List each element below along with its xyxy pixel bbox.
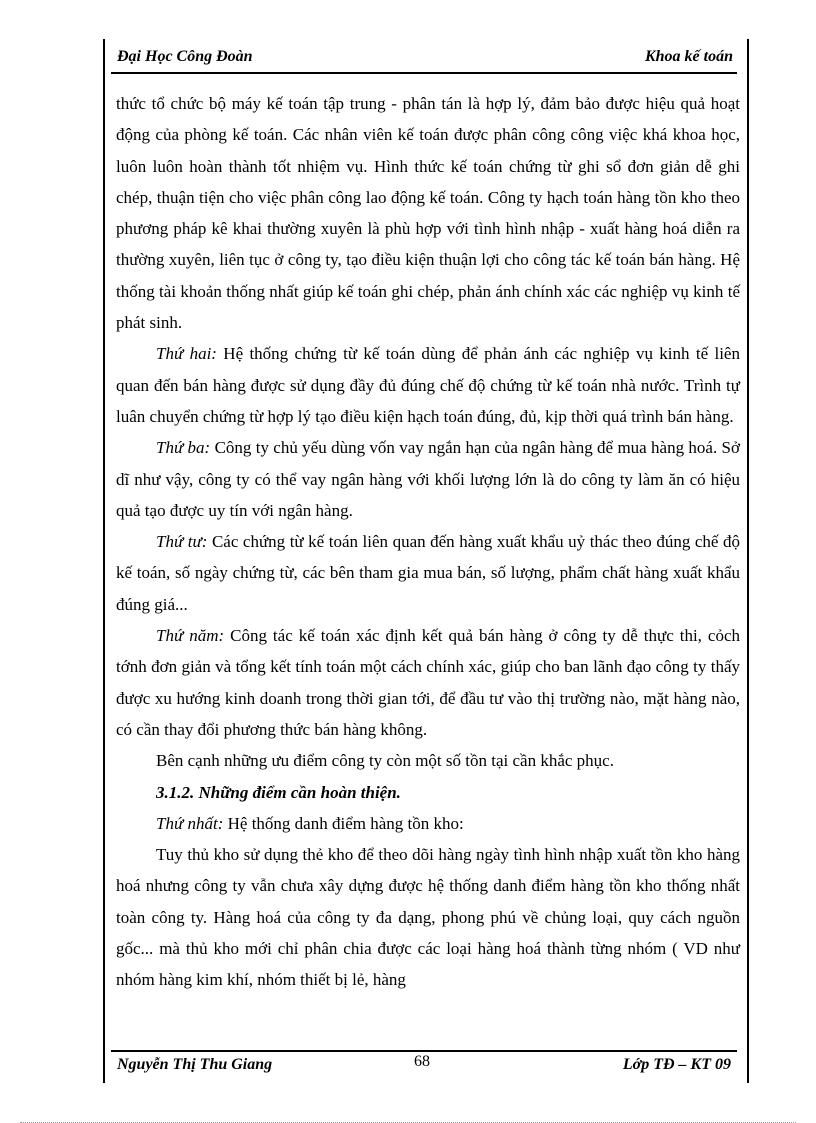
page-header (111, 46, 737, 70)
item-label: Thứ tư: (156, 532, 208, 552)
item-label: Thứ nhất: (156, 813, 224, 833)
header-department: Khoa kế toán (644, 48, 733, 65)
paragraph (116, 526, 740, 620)
paragraph: Tuy thủ kho sử dụng thẻ kho để theo dõi hàng ngày tình hình nhập xuất tồn kho hàng hoá nhưng công ty vẫn chưa xây dựng được hệ thống danh điểm hàng tồn kho thống nhất toàn công ty. Hàng hoá của công ty đa dạng, phong phú về chủng loại, quy cách nguồn gốc... mà thủ kho mới chỉ phân chia được các loại hàng hoá thành từng nhóm ( VD như nhóm hàng kim khí, nhóm thiết bị lẻ, hàng (116, 845, 740, 990)
item-label: Thứ ba: (156, 438, 211, 458)
footer-author: Nguyễn Thị Thu Giang (117, 1056, 273, 1073)
header-university: Đại Học Công Đoàn (117, 48, 253, 65)
paragraph (116, 432, 740, 526)
paragraph: thức tổ chức bộ máy kế toán tập trung - phân tán là hợp lý, đảm bảo được hiệu quả hoạt động của phòng kế toán. Các nhân viên kế toán được phân công công việc khá khoa học, luôn luôn hoàn thành tốt nhiệm vụ. Hình thức kế toán chứng từ ghi sổ đơn giản dễ ghi chép, thuận tiện cho việc phân công lao động kế toán. Công ty hạch toán hàng tồn kho theo phương pháp kê khai thường xuyên là phù hợp với tình hình nhập - xuất hàng hoá diễn ra thường xuyên, liên tục ở công ty, tạo điều kiện thuận lợi cho công tác kế toán bán hàng. Hệ thống tài khoản thống nhất giúp kế toán ghi chép, phản ánh chính xác các nghiệp vụ kinh tế phát sinh. (116, 94, 740, 333)
paragraph (116, 338, 740, 432)
paragraph (116, 808, 740, 839)
footer-rule (111, 1050, 737, 1052)
item-label: Thứ hai: (156, 344, 217, 364)
paragraph (116, 620, 740, 745)
section-heading: 3.1.2. Những điểm cần hoàn thiện. (156, 782, 401, 802)
item-text: Hệ thống chứng từ kế toán dùng để phản ánh các nghiệp vụ kinh tế liên quan đến bán hàng được sử dụng đầy đủ đúng chế độ chứng từ kế toán nhà nước. Trình tự luân chuyển chứng từ hợp lý tạo điều kiện hạch toán đúng, đủ, kịp thời quá trình bán hàng. (116, 344, 740, 426)
item-text: Công ty chủ yếu dùng vốn vay ngắn hạn của ngân hàng để mua hàng hoá. Sở dĩ như vậy, công ty có thể vay ngân hàng với khối lượng lớn là do công ty làm ăn có hiệu quả tạo được uy tín với ngân hàng. (116, 438, 741, 520)
page-body (116, 88, 740, 996)
header-rule (111, 72, 737, 74)
page-footer (111, 1053, 737, 1079)
footer-class: Lớp TĐ – KT 09 (622, 1056, 731, 1073)
item-text: Hệ thống danh điểm hàng tồn kho: (223, 813, 464, 833)
item-text: Các chứng từ kế toán liên quan đến hàng xuất khẩu uỷ thác theo đúng chế độ kế toán, số ngày chứng từ, các bên tham gia mua bán, số lượng, phẩm chất hàng xuất khẩu đúng giá... (116, 532, 740, 614)
item-text: Công tác kế toán xác định kết quả bán hàng ở công ty dễ thực thi, cỏch tớnh đơn giản và tổng kết tính toán một cách chính xác, giúp cho ban lãnh đạo công ty thấy được xu hướng kinh doanh trong thời gian tới, để đầu tư vào thị trường nào, mặt hàng nào, có cần thay đổi phương thức bán hàng không. (116, 626, 740, 739)
paragraph: Bên cạnh những ưu điểm công ty còn một số tồn tại cần khắc phục. (156, 751, 614, 771)
page-number: 68 (414, 1053, 430, 1070)
item-label: Thứ năm: (156, 626, 225, 646)
